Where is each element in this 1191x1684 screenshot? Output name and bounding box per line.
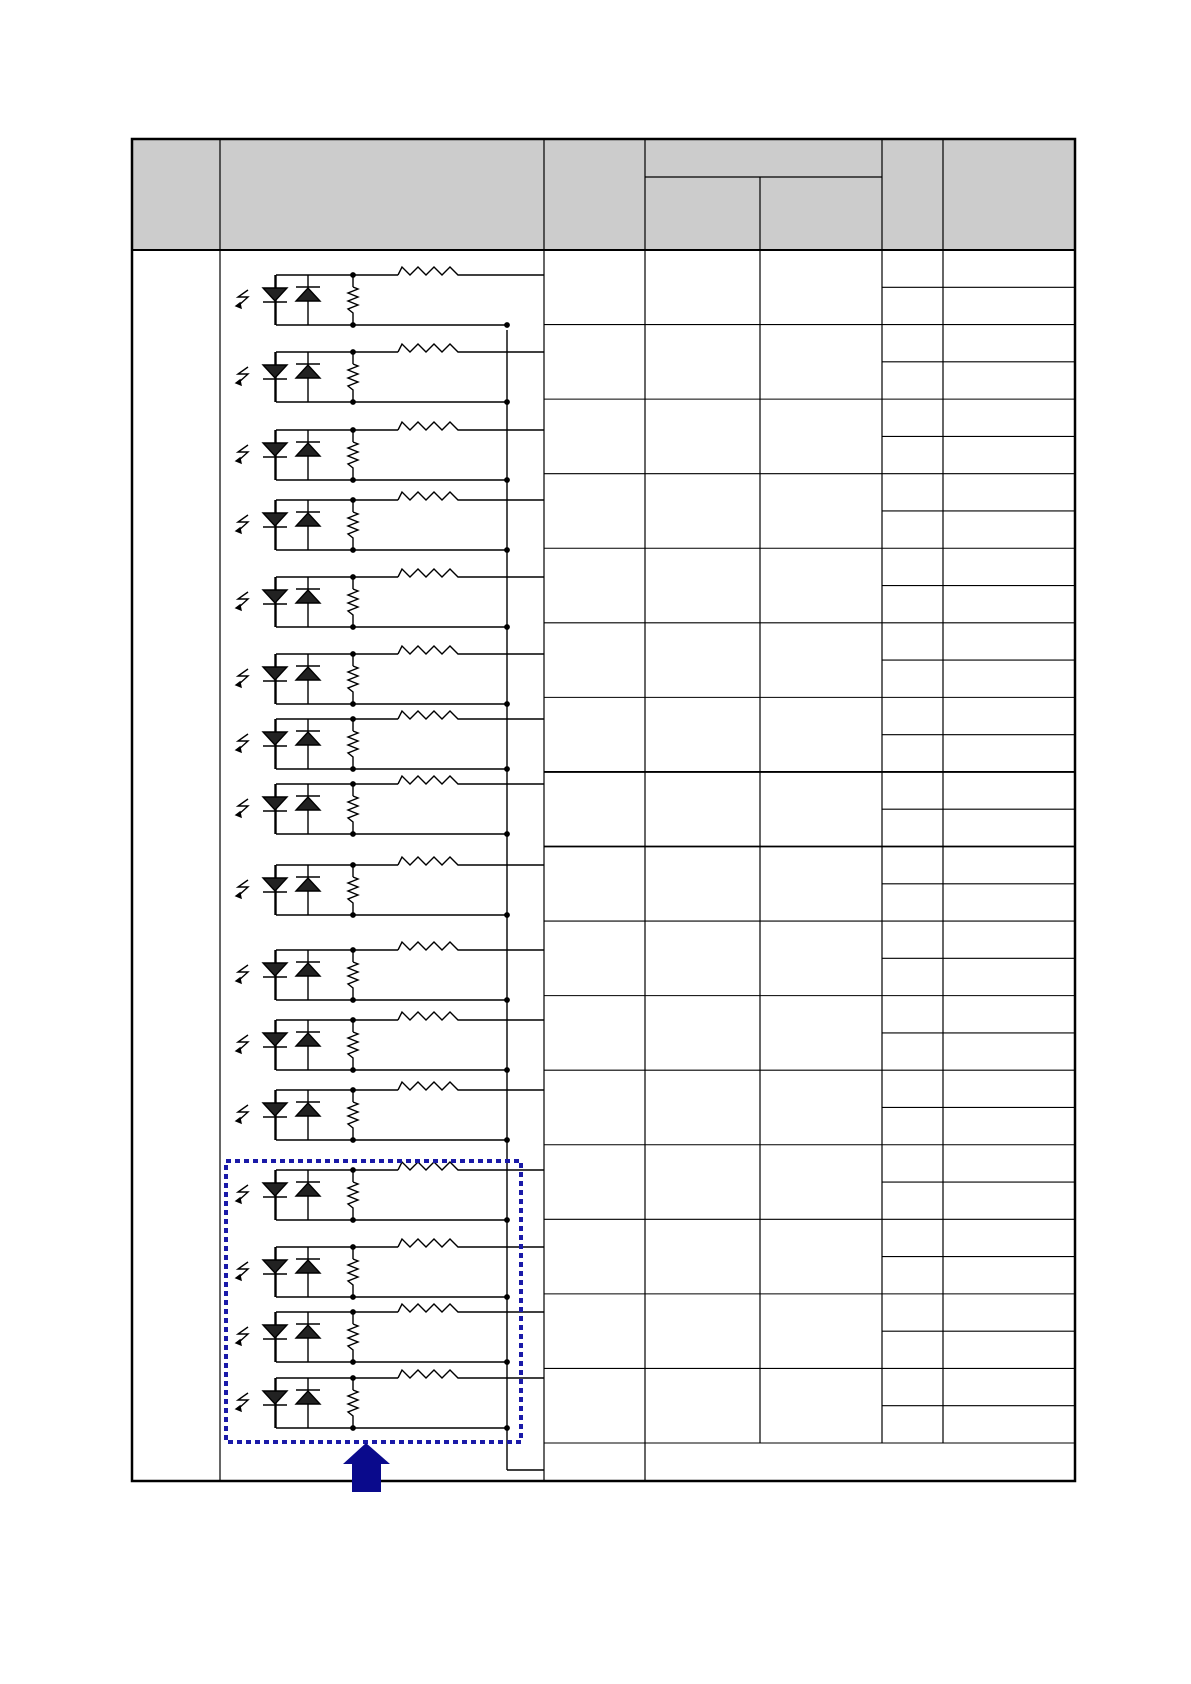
junction-dot xyxy=(351,832,355,836)
optocoupler-circuit xyxy=(236,646,544,706)
arrow-head xyxy=(236,458,241,463)
optocoupler-circuit xyxy=(236,492,544,552)
arrow-head xyxy=(236,747,241,752)
arrow-head xyxy=(236,380,241,385)
junction-dot xyxy=(505,323,509,327)
vertical-resistor-icon xyxy=(348,666,358,704)
circuit-diagram xyxy=(236,267,544,1470)
photodiode-icon xyxy=(296,513,320,526)
junction-dot xyxy=(351,400,355,404)
vertical-resistor-icon xyxy=(348,1390,358,1428)
photodiode-icon xyxy=(296,1033,320,1046)
junction-dot xyxy=(351,913,355,917)
horizontal-resistor-icon xyxy=(398,569,475,577)
photodiode-icon xyxy=(296,797,320,810)
vertical-resistor-icon xyxy=(348,796,358,834)
junction-dot xyxy=(351,323,355,327)
photodiode-icon xyxy=(296,667,320,680)
arrow-head xyxy=(236,978,241,983)
led-diode-icon xyxy=(263,963,287,976)
junction-dot xyxy=(351,998,355,1002)
optocoupler-circuit xyxy=(236,711,544,771)
junction-dot xyxy=(351,767,355,771)
led-diode-icon xyxy=(263,667,287,680)
vertical-resistor-icon xyxy=(348,442,358,480)
optocoupler-circuit xyxy=(236,344,544,404)
led-diode-icon xyxy=(263,288,287,301)
table-grid xyxy=(132,139,1075,1481)
horizontal-resistor-icon xyxy=(398,1304,475,1312)
horizontal-resistor-icon xyxy=(398,1239,475,1247)
vertical-resistor-icon xyxy=(348,589,358,627)
led-diode-icon xyxy=(263,1103,287,1116)
photodiode-icon xyxy=(296,1391,320,1404)
arrow-head xyxy=(236,303,241,308)
photodiode-icon xyxy=(296,1260,320,1273)
junction-dot xyxy=(351,1138,355,1142)
photodiode-icon xyxy=(296,963,320,976)
horizontal-resistor-icon xyxy=(398,267,475,275)
photodiode-icon xyxy=(296,878,320,891)
vertical-resistor-icon xyxy=(348,1102,358,1140)
arrow-head xyxy=(236,1275,241,1280)
junction-dot xyxy=(351,702,355,706)
horizontal-resistor-icon xyxy=(398,492,475,500)
horizontal-resistor-icon xyxy=(398,711,475,719)
optocoupler-circuit xyxy=(236,422,544,482)
horizontal-resistor-icon xyxy=(398,1012,475,1020)
optocoupler-circuit xyxy=(236,857,544,917)
photodiode-icon xyxy=(296,732,320,745)
horizontal-resistor-icon xyxy=(398,942,475,950)
led-diode-icon xyxy=(263,513,287,526)
horizontal-resistor-icon xyxy=(398,1082,475,1090)
junction-dot xyxy=(351,1068,355,1072)
led-diode-icon xyxy=(263,590,287,603)
vertical-resistor-icon xyxy=(348,364,358,402)
photodiode-icon xyxy=(296,1325,320,1338)
optocoupler-circuit xyxy=(236,569,544,629)
arrow-head xyxy=(236,1406,241,1411)
arrow-head xyxy=(236,812,241,817)
arrow-head xyxy=(236,1198,241,1203)
led-diode-icon xyxy=(263,797,287,810)
junction-dot xyxy=(351,1295,355,1299)
horizontal-resistor-icon xyxy=(398,857,475,865)
photodiode-icon xyxy=(296,1103,320,1116)
optocoupler-circuit xyxy=(236,267,544,327)
vertical-resistor-icon xyxy=(348,1259,358,1297)
junction-dot xyxy=(351,625,355,629)
vertical-resistor-icon xyxy=(348,731,358,769)
junction-dot xyxy=(351,1360,355,1364)
horizontal-resistor-icon xyxy=(398,344,475,352)
led-diode-icon xyxy=(263,365,287,378)
optocoupler-circuit xyxy=(236,1304,544,1364)
arrow-head xyxy=(236,1048,241,1053)
led-diode-icon xyxy=(263,878,287,891)
optocoupler-circuit xyxy=(236,1370,544,1430)
optocoupler-circuit xyxy=(236,1012,544,1072)
led-diode-icon xyxy=(263,1391,287,1404)
vertical-resistor-icon xyxy=(348,877,358,915)
horizontal-resistor-icon xyxy=(398,1370,475,1378)
arrow-head xyxy=(236,605,241,610)
led-diode-icon xyxy=(263,1325,287,1338)
photodiode-icon xyxy=(296,590,320,603)
junction-dot xyxy=(351,548,355,552)
vertical-resistor-icon xyxy=(348,1324,358,1362)
arrow-head xyxy=(236,682,241,687)
photodiode-icon xyxy=(296,443,320,456)
up-arrow-icon xyxy=(343,1443,390,1492)
optocoupler-circuit xyxy=(236,1239,544,1299)
photodiode-icon xyxy=(296,288,320,301)
vertical-resistor-icon xyxy=(348,962,358,1000)
horizontal-resistor-icon xyxy=(398,422,475,430)
photodiode-icon xyxy=(296,365,320,378)
optocoupler-circuit xyxy=(236,942,544,1002)
optocoupler-circuit xyxy=(236,1162,544,1222)
arrow-head xyxy=(236,893,241,898)
header-row-background xyxy=(132,139,1075,250)
photodiode-icon xyxy=(296,1183,320,1196)
led-diode-icon xyxy=(263,1183,287,1196)
vertical-resistor-icon xyxy=(348,1182,358,1220)
horizontal-resistor-icon xyxy=(398,776,475,784)
led-diode-icon xyxy=(263,1033,287,1046)
led-diode-icon xyxy=(263,732,287,745)
table-border xyxy=(132,139,1075,1481)
led-diode-icon xyxy=(263,1260,287,1273)
horizontal-resistor-icon xyxy=(398,1162,475,1170)
optocoupler-circuit xyxy=(236,1082,544,1142)
junction-dot xyxy=(351,1426,355,1430)
junction-dot xyxy=(351,478,355,482)
arrow-head xyxy=(236,1340,241,1345)
optocoupler-circuit xyxy=(236,776,544,836)
arrow-head xyxy=(236,528,241,533)
vertical-resistor-icon xyxy=(348,287,358,325)
vertical-resistor-icon xyxy=(348,1032,358,1070)
junction-dot xyxy=(351,1218,355,1222)
led-diode-icon xyxy=(263,443,287,456)
arrow-head xyxy=(236,1118,241,1123)
horizontal-resistor-icon xyxy=(398,646,475,654)
vertical-resistor-icon xyxy=(348,512,358,550)
